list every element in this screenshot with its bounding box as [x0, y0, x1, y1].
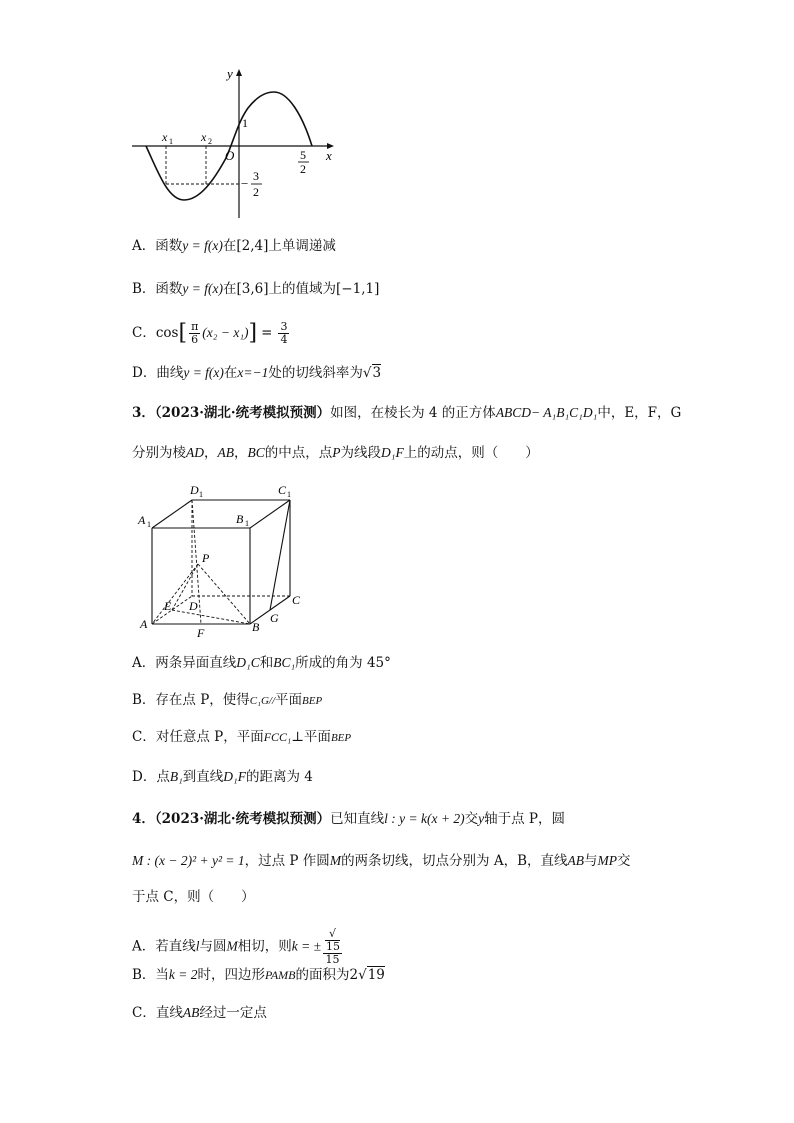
frac-den: 15 [325, 953, 340, 966]
text: 的中点，点 [264, 445, 333, 461]
math: BEP [302, 695, 323, 707]
question-number: 3． [132, 405, 155, 421]
text: 相切，则 [237, 938, 292, 955]
text: 上的值域为 [268, 281, 337, 297]
text: 在 [222, 238, 237, 254]
label-b1-sub: 1 [245, 519, 249, 528]
q3-option-d [132, 768, 313, 786]
text: 的面积为 [295, 967, 350, 983]
radicand: 15 [326, 940, 341, 953]
text: A．函数 [132, 238, 183, 254]
pi-over-six [189, 321, 200, 346]
math: C₁G// [249, 695, 276, 707]
x1-sub: 1 [169, 137, 173, 146]
math: AB [567, 853, 585, 868]
text: 交 [464, 811, 479, 827]
math: x=−1 [237, 365, 269, 380]
math: l [195, 938, 200, 954]
label-d: D [189, 599, 198, 613]
q3-stem-line1 [132, 404, 681, 422]
math: FCC₁ [263, 730, 292, 744]
frac-den: 4 [280, 333, 288, 346]
q3-option-c [132, 728, 351, 747]
text: 和 [259, 655, 274, 671]
math: y [478, 811, 485, 826]
q4-stem-line1 [132, 810, 565, 828]
math: BC [247, 445, 265, 460]
function-graph [128, 62, 348, 222]
math: ABCD− A₁B₁C₁D₁ [495, 405, 598, 420]
text: ， [204, 445, 218, 461]
label-c1-sub: 1 [287, 490, 291, 499]
three-half-num: 3 [253, 169, 259, 183]
text: 中， [597, 405, 625, 421]
label-f: F [197, 626, 205, 640]
x2-label: x [201, 130, 207, 144]
label-g: G [270, 611, 279, 625]
label-c: C [292, 593, 301, 607]
math: M [329, 853, 342, 868]
label-d1: D [190, 483, 199, 497]
math: k = ± [291, 938, 322, 954]
one-label: 1 [242, 116, 248, 130]
text: E，F，G [624, 405, 682, 421]
segment-pb [198, 564, 250, 624]
math: M : (x − 2)² + y² = 1 [132, 853, 245, 868]
text: 于点 C，则（ ） [132, 889, 255, 905]
segment-eb [172, 610, 250, 624]
text: C．直线 [132, 1005, 183, 1021]
five-half-num: 5 [300, 148, 306, 162]
math: (x₂ − x₁) [202, 325, 249, 340]
q3-option-a [132, 654, 391, 672]
text: 在 [223, 281, 237, 297]
label-b1: B [236, 512, 244, 526]
label-d1-sub: 1 [199, 490, 203, 499]
segment-c1g [270, 500, 290, 610]
label-a: A [140, 617, 148, 631]
x1-label: x [162, 130, 168, 144]
text: 在 [223, 365, 238, 381]
radicand: 19 [367, 967, 385, 983]
five-half-den: 2 [300, 162, 306, 176]
q3-option-b [132, 691, 322, 710]
sqrt-three: √3 [362, 365, 382, 381]
text: 处的切线斜率为 [268, 365, 363, 381]
text: 经过一定点 [199, 1005, 267, 1021]
text: D．点 [132, 769, 170, 785]
q4-option-a [132, 928, 344, 966]
text: D．曲线 [132, 365, 184, 381]
q3-stem-line2 [132, 444, 539, 462]
label-c1: C [278, 483, 287, 497]
math: [3,6] [236, 281, 269, 297]
math: AD [186, 445, 204, 460]
text: A．若直线 [132, 938, 196, 955]
math: D₁F [223, 769, 246, 784]
math: y = f(x) [183, 365, 224, 380]
text: 到直线 [182, 769, 224, 785]
math: PAMB [265, 968, 296, 982]
text: 时，四边形 [197, 967, 266, 983]
math: AB [182, 1005, 200, 1020]
origin-label: O [225, 148, 235, 163]
math: P [332, 445, 341, 460]
text: B．函数 [132, 281, 183, 297]
text: 如图，在棱长为 4 的正方体 [330, 405, 496, 421]
radicand: 3 [372, 365, 382, 381]
text: 交 [617, 853, 631, 869]
bracket-close: ] [248, 320, 258, 346]
text: B．当 [132, 967, 169, 983]
sqrt-19: √19 [358, 967, 385, 983]
math: BEP [330, 732, 352, 744]
edge [152, 500, 192, 528]
math: l : y = k(x + 2) [384, 811, 465, 826]
q2-option-d [132, 364, 381, 382]
q4-stem-line3 [132, 888, 255, 906]
q4-option-b [132, 966, 385, 984]
q2-option-c [132, 321, 291, 346]
label-b: B [252, 620, 260, 634]
text: 所成的角为 45° [295, 655, 391, 671]
math: D₁F [381, 445, 404, 460]
frac-num: √ 15 [323, 928, 342, 954]
text: B．存在点 P，使得 [132, 692, 250, 708]
text: 分别为棱 [132, 445, 186, 461]
frac-num: 3 [280, 320, 288, 333]
frac-den: 6 [191, 333, 199, 346]
text: A．两条异面直线 [132, 655, 237, 671]
math: M [226, 938, 238, 954]
text: ， [234, 445, 248, 461]
math: BC₁ [273, 655, 296, 670]
q2-option-b [132, 280, 379, 298]
text: 平面 [275, 692, 303, 708]
text: C． [132, 325, 156, 341]
math: MP [597, 853, 618, 868]
math: y = f(x) [182, 281, 224, 296]
segment-pa [152, 564, 198, 624]
cube-figure [134, 478, 314, 640]
neg-sign: − [241, 176, 249, 191]
text: 上单调递减 [268, 238, 336, 254]
math: [−1,1] [336, 281, 380, 297]
math: 2 [349, 967, 359, 983]
x-label: x [326, 148, 332, 163]
text: 为线段 [340, 445, 382, 461]
math: y = f(x) [182, 238, 223, 253]
label-a1-sub: 1 [147, 520, 151, 529]
three-half-den: 2 [253, 185, 259, 199]
text: C．对任意点 P，平面 [132, 729, 264, 745]
y-axis-arrow [236, 69, 242, 76]
text: ⊥平面 [291, 729, 331, 745]
q4-option-c [132, 1004, 267, 1022]
text: ，过点 P 作圆 [244, 853, 330, 869]
text: 轴于点 P，圆 [484, 811, 565, 827]
three-over-four [278, 321, 289, 346]
label-p: P [202, 551, 210, 565]
text: 的距离为 4 [245, 769, 313, 785]
q2-option-a [132, 237, 336, 255]
math: [2,4] [236, 238, 269, 254]
question-number: 4． [132, 811, 155, 827]
label-e: E [164, 599, 172, 613]
question-source: （2023·湖北·统考模拟预测） [154, 405, 331, 421]
q4-stem-line2 [132, 852, 631, 870]
question-source: （2023·湖北·统考模拟预测） [154, 811, 331, 827]
bracket-open: [ [178, 320, 188, 346]
math: k = 2 [168, 967, 198, 982]
edge [250, 500, 290, 528]
text: 已知直线 [330, 811, 385, 827]
label-a1: A [138, 513, 146, 527]
y-label: y [227, 66, 233, 81]
math: B₁ [169, 769, 183, 784]
text: 的两条切线，切点分别为 A，B，直线 [341, 853, 568, 869]
math: cos [155, 325, 179, 341]
math: AB [217, 445, 234, 460]
math: D₁C [236, 655, 260, 670]
math: = [261, 325, 273, 341]
frac-num: π [191, 320, 199, 333]
text: 与圆 [199, 938, 227, 955]
x2-sub: 2 [208, 137, 212, 146]
text: 上的动点，则（ ） [403, 445, 539, 461]
text: 与 [584, 853, 598, 869]
sqrt15-over-15 [323, 928, 342, 966]
